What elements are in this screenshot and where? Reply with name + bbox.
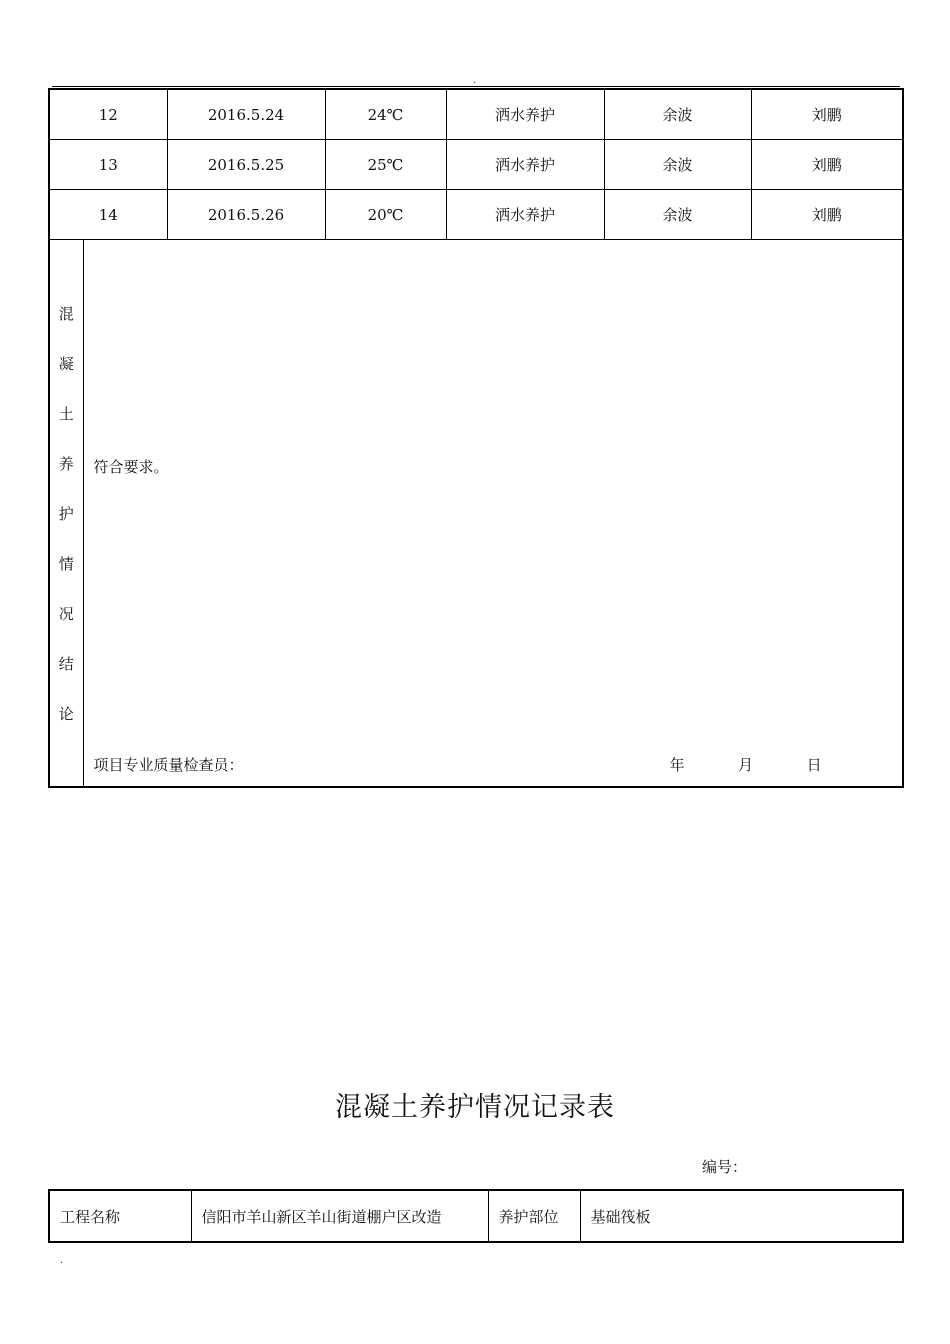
form-code-label: 编号： xyxy=(702,1158,748,1176)
record-operator: 余波 xyxy=(604,190,751,240)
record-no: 13 xyxy=(49,140,167,190)
record-operator: 余波 xyxy=(604,89,751,140)
label-char: 凝 xyxy=(58,355,74,373)
label-char: 况 xyxy=(58,605,74,623)
form-title: 混凝土养护情况记录表 xyxy=(335,1092,615,1123)
record-temperature: 20℃ xyxy=(325,190,446,240)
date-day: 日 xyxy=(806,756,822,774)
record-method: 洒水养护 xyxy=(446,190,604,240)
record-temperature: 24℃ xyxy=(325,89,446,140)
label-char: 养 xyxy=(58,455,74,473)
sign-date xyxy=(670,754,822,775)
label-char: 论 xyxy=(58,705,74,723)
conclusion-label xyxy=(49,240,83,788)
date-month: 月 xyxy=(738,756,754,774)
table-row xyxy=(49,89,903,140)
record-method: 洒水养护 xyxy=(446,140,604,190)
record-date: 2016.5.24 xyxy=(167,89,325,140)
table-row xyxy=(49,1190,903,1242)
page-top-rule xyxy=(52,86,900,87)
table-row xyxy=(49,190,903,240)
label-char: 情 xyxy=(58,555,74,573)
record-date: 2016.5.26 xyxy=(167,190,325,240)
inspector-label: 项目专业质量检查员： xyxy=(93,756,244,774)
project-name-label: 工程名称 xyxy=(49,1190,191,1242)
curing-part-label: 养护部位 xyxy=(488,1190,580,1242)
label-char: 护 xyxy=(58,505,74,523)
record-checker: 刘鹏 xyxy=(751,89,903,140)
page-dot-top: . xyxy=(473,75,477,86)
label-char: 土 xyxy=(58,405,74,423)
record-no: 12 xyxy=(49,89,167,140)
project-name-value: 信阳市羊山新区羊山街道棚户区改造 xyxy=(191,1190,488,1242)
conclusion-cell xyxy=(83,240,903,788)
record-date: 2016.5.25 xyxy=(167,140,325,190)
record-checker: 刘鹏 xyxy=(751,140,903,190)
project-info-table xyxy=(48,1189,904,1243)
record-no: 14 xyxy=(49,190,167,240)
label-char: 混 xyxy=(58,305,74,323)
curing-record-table xyxy=(48,88,904,788)
record-method: 洒水养护 xyxy=(446,89,604,140)
page-dot-bottom: . xyxy=(60,1255,64,1266)
curing-part-value: 基础筏板 xyxy=(580,1190,903,1242)
table-row xyxy=(49,140,903,190)
record-checker: 刘鹏 xyxy=(751,190,903,240)
conclusion-text: 符合要求。 xyxy=(93,458,169,476)
label-char: 结 xyxy=(58,655,74,673)
record-operator: 余波 xyxy=(604,140,751,190)
date-year: 年 xyxy=(669,756,685,774)
record-temperature: 25℃ xyxy=(325,140,446,190)
